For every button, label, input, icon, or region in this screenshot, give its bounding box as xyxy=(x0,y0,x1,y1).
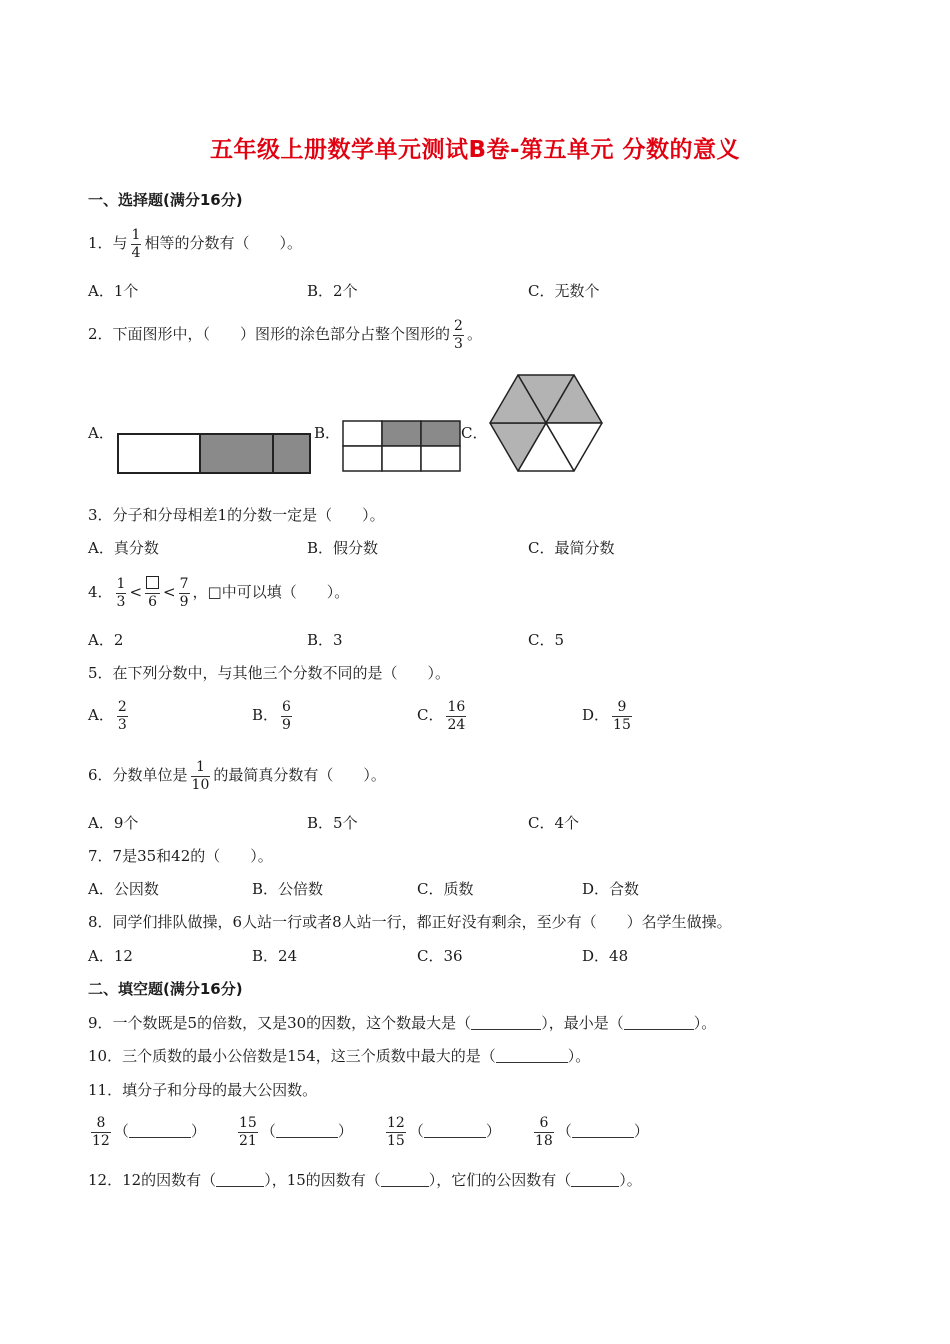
q3-option-b: B．假分数 xyxy=(307,539,379,557)
q2-option-a-label: A． xyxy=(88,424,114,442)
open-paren: （ xyxy=(260,1122,276,1140)
answer-blank[interactable] xyxy=(129,1123,191,1138)
q1-option-c: C．无数个 xyxy=(528,282,600,300)
answer-blank[interactable] xyxy=(624,1015,694,1030)
answer-blank[interactable] xyxy=(216,1172,264,1187)
question-3: 3．分子和分母相差1的分数一定是（ ）。 xyxy=(88,506,385,524)
q8-option-a: A．12 xyxy=(88,947,133,965)
q1-option-a: A．1个 xyxy=(88,282,139,300)
question-6-fraction xyxy=(191,759,211,794)
q2-option-c-label: C． xyxy=(461,424,488,442)
question-6-suffix: 的最简真分数有（ ）。 xyxy=(213,766,386,784)
question-4-fraction-3 xyxy=(179,576,190,611)
question-9-text-1: 9．一个数既是5的倍数，又是30的因数，这个数最大是（ xyxy=(88,1014,472,1032)
question-11: 11．填分子和分母的最大公因数。 xyxy=(88,1081,318,1099)
q7-option-d: D．合数 xyxy=(582,880,640,898)
fraction-numerator: 6 xyxy=(282,698,291,715)
answer-blank[interactable] xyxy=(424,1123,486,1138)
fraction-numerator: 15 xyxy=(239,1114,257,1131)
q11-item-1 xyxy=(88,1114,206,1150)
item-fraction xyxy=(238,1115,258,1150)
q7-option-c: C．质数 xyxy=(417,880,474,898)
question-10-text-1: 10．三个质数的最小公倍数是154，这三个质数中最大的是（ xyxy=(88,1047,496,1065)
fraction-numerator: 7 xyxy=(179,575,189,592)
option-fraction xyxy=(281,699,292,734)
q8-option-d: D．48 xyxy=(582,947,629,965)
q5-option-a xyxy=(88,698,131,734)
fraction-numerator: 2 xyxy=(117,698,127,715)
fraction-denominator: 21 xyxy=(239,1132,257,1149)
question-4-suffix: ，□中可以填（ ）。 xyxy=(192,583,350,601)
fraction-denominator: 15 xyxy=(387,1132,405,1149)
fraction-numerator: 1 xyxy=(131,226,141,243)
q4-option-a: A．2 xyxy=(88,631,124,649)
question-12 xyxy=(88,1169,642,1191)
figure-a-bar xyxy=(116,432,314,476)
section-heading-fill: 二、填空题(满分16分) xyxy=(88,980,243,998)
figure-c-hexagon xyxy=(488,372,604,476)
question-2-prefix: 2．下面图形中，（ ）图形的涂色部分占整个图形的 xyxy=(88,325,451,343)
fraction-numerator: 12 xyxy=(387,1114,405,1131)
q11-item-2 xyxy=(235,1114,353,1150)
answer-blank[interactable] xyxy=(572,1123,634,1138)
question-1-prefix: 1．与 xyxy=(88,234,128,252)
q1-option-b: B．2个 xyxy=(307,282,358,300)
fraction-numerator: 1 xyxy=(191,759,211,777)
fraction-denominator: 3 xyxy=(117,716,127,733)
answer-blank[interactable] xyxy=(276,1123,338,1138)
question-12-text-4: ）。 xyxy=(619,1171,642,1189)
open-paren: （ xyxy=(408,1122,424,1140)
question-9-text-2: ），最小是（ xyxy=(541,1014,624,1032)
close-paren: ） xyxy=(190,1122,206,1140)
question-9 xyxy=(88,1012,716,1034)
open-paren: （ xyxy=(113,1122,129,1140)
q3-option-a: A．真分数 xyxy=(88,539,159,557)
option-label: A． xyxy=(88,706,114,724)
question-12-text-2: ），15的因数有（ xyxy=(264,1171,381,1189)
q3-option-c: C．最简分数 xyxy=(528,539,615,557)
fraction-denominator: 15 xyxy=(613,716,631,733)
close-paren: ） xyxy=(485,1122,501,1140)
fraction-numerator: 16 xyxy=(447,698,466,715)
option-label: B． xyxy=(252,706,279,724)
fraction-denominator: 9 xyxy=(179,593,189,610)
figure-b-grid xyxy=(341,419,463,474)
option-fraction xyxy=(446,699,466,734)
q5-option-b xyxy=(252,698,295,734)
q11-item-3 xyxy=(383,1114,501,1150)
question-4-fraction-2 xyxy=(145,576,160,611)
question-9-text-3: ）。 xyxy=(693,1014,717,1032)
question-4-fraction-1 xyxy=(116,576,127,611)
fraction-numerator: 6 xyxy=(534,1115,554,1133)
question-1-suffix: 相等的分数有（ ）。 xyxy=(144,234,302,252)
fraction-denominator: 3 xyxy=(454,335,463,352)
fraction-numerator xyxy=(145,576,160,594)
question-4-prefix: 4． xyxy=(88,583,113,601)
q4-option-c: C．5 xyxy=(528,631,565,649)
question-2-fraction xyxy=(453,318,464,353)
q6-option-c: C．4个 xyxy=(528,814,580,832)
fraction-denominator: 3 xyxy=(116,593,126,610)
page-title: 五年级上册数学单元测试B卷-第五单元 分数的意义 xyxy=(209,137,741,163)
question-10-text-2: ）。 xyxy=(567,1047,591,1065)
q2-option-b-label: B． xyxy=(314,424,341,442)
fraction-denominator: 24 xyxy=(447,716,466,733)
fraction-numerator: 2 xyxy=(454,317,463,334)
answer-blank[interactable] xyxy=(496,1048,568,1063)
question-7: 7．7是35和42的（ ）。 xyxy=(88,847,273,865)
fraction-denominator: 6 xyxy=(148,593,157,610)
q11-item-4 xyxy=(531,1114,649,1150)
question-2 xyxy=(88,317,482,353)
item-fraction xyxy=(386,1115,406,1150)
open-paren: （ xyxy=(556,1122,572,1140)
q4-option-b: B．3 xyxy=(307,631,343,649)
answer-blank[interactable] xyxy=(471,1015,541,1030)
question-6-prefix: 6．分数单位是 xyxy=(88,766,188,784)
q7-option-b: B．公倍数 xyxy=(252,880,324,898)
close-paren: ） xyxy=(633,1122,649,1140)
q8-option-c: C．36 xyxy=(417,947,463,965)
question-12-text-1: 12．12的因数有（ xyxy=(88,1171,217,1189)
option-label: C． xyxy=(417,706,444,724)
q5-option-c xyxy=(417,698,469,734)
fraction-numerator: 8 xyxy=(91,1115,111,1133)
question-1-fraction xyxy=(131,227,142,262)
less-than-sign: < xyxy=(163,583,176,601)
question-6 xyxy=(88,758,386,794)
question-1 xyxy=(88,226,302,262)
fraction-denominator: 12 xyxy=(92,1132,110,1149)
square-box-icon xyxy=(146,576,159,589)
option-label: D． xyxy=(582,706,610,724)
question-4 xyxy=(88,575,349,611)
q7-option-a: A．公因数 xyxy=(88,880,159,898)
q8-option-b: B．24 xyxy=(252,947,298,965)
q5-option-d xyxy=(582,698,635,734)
option-fraction xyxy=(612,699,632,734)
fraction-numerator: 9 xyxy=(612,699,632,717)
q6-option-a: A．9个 xyxy=(88,814,139,832)
question-8: 8．同学们排队做操，6人站一行或者8人站一行，都正好没有剩余，至少有（ ）名学生做操。 xyxy=(88,913,732,931)
answer-blank[interactable] xyxy=(571,1172,619,1187)
item-fraction xyxy=(534,1115,554,1150)
section-heading-choice: 一、选择题(满分16分) xyxy=(88,191,243,209)
close-paren: ） xyxy=(337,1122,353,1140)
question-5: 5．在下列分数中，与其他三个分数不同的是（ ）。 xyxy=(88,664,451,682)
fraction-denominator: 18 xyxy=(535,1132,553,1149)
option-fraction xyxy=(117,699,128,734)
answer-blank[interactable] xyxy=(381,1172,429,1187)
q6-option-b: B．5个 xyxy=(307,814,358,832)
question-12-text-3: ），它们的公因数有（ xyxy=(428,1171,572,1189)
item-fraction xyxy=(91,1115,111,1150)
fraction-denominator: 4 xyxy=(131,244,141,261)
fraction-denominator: 9 xyxy=(282,716,291,733)
fraction-numerator: 1 xyxy=(116,575,126,592)
question-2-suffix: 。 xyxy=(466,325,482,343)
question-10 xyxy=(88,1045,590,1067)
fraction-denominator: 10 xyxy=(191,776,210,793)
less-than-sign: < xyxy=(129,583,143,601)
